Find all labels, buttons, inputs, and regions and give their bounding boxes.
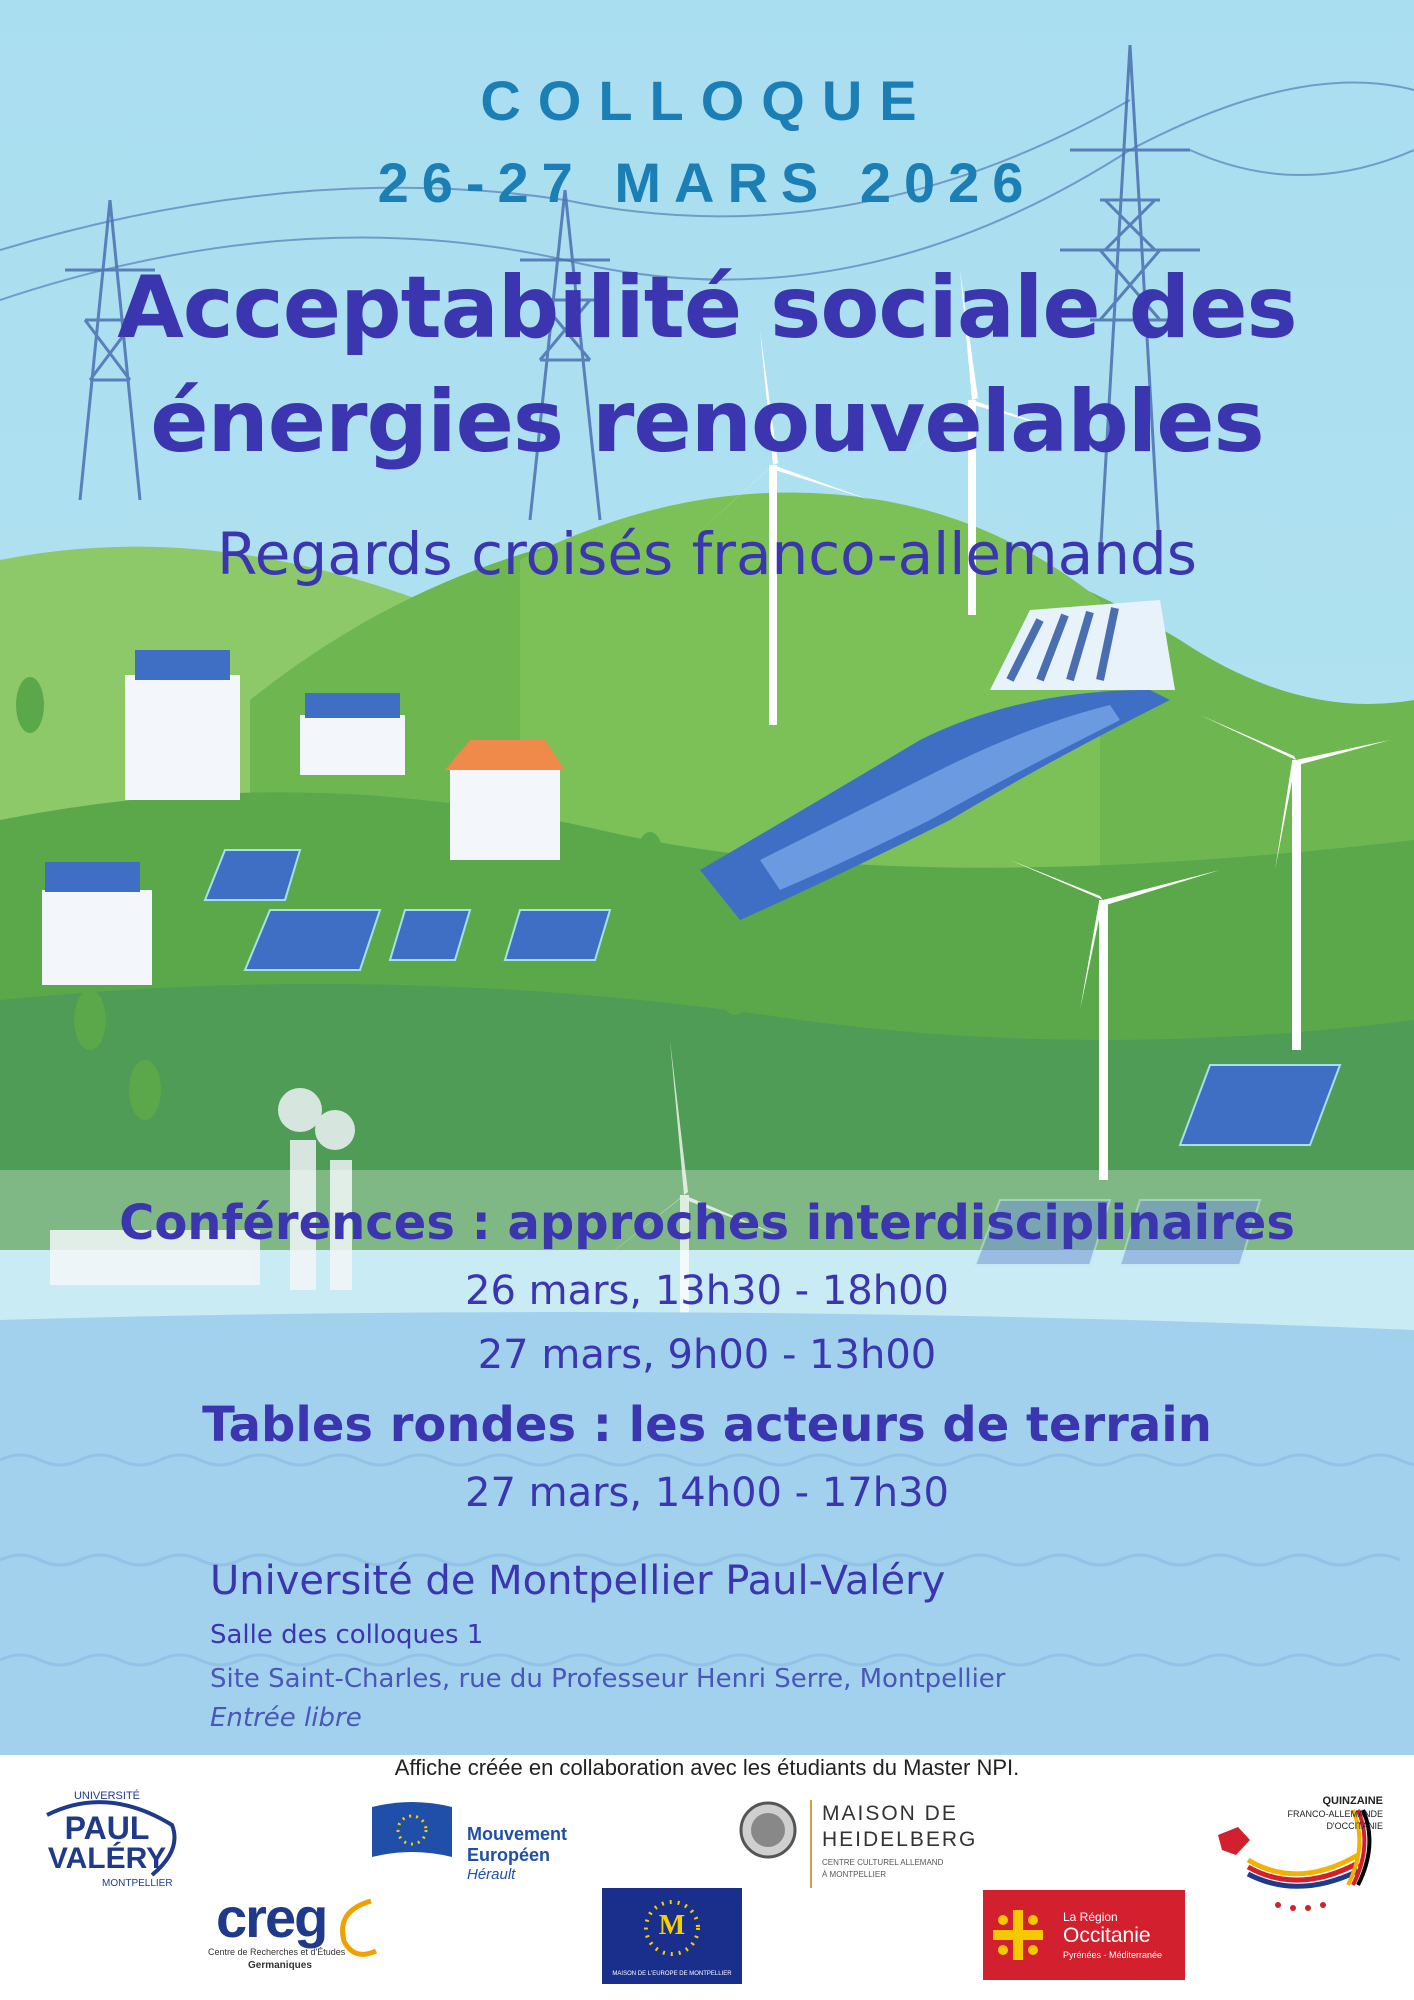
- quinzaine-line2: FRANCO-ALLEMANDE: [1287, 1809, 1383, 1819]
- venue-address: Site Saint-Charles, rue du Professeur Henri Serre, Montpellier: [210, 1664, 1006, 1694]
- heidelberg-line1: MAISON DE: [822, 1802, 958, 1825]
- occitan-cross-icon: [983, 1890, 1053, 1980]
- upv-top-label: UNIVERSITÉ: [73, 1790, 140, 1802]
- maison-de-heidelberg-logo: [738, 1800, 1008, 1890]
- venue-room: Salle des colloques 1: [210, 1620, 484, 1650]
- poster-title-line2: énergies renouvelables: [150, 372, 1264, 472]
- universite-paul-valery-logo: [32, 1790, 182, 1900]
- quinzaine-franco-allemande-logo: [1208, 1795, 1383, 1920]
- conferences-slot-2: 27 mars, 9h00 - 13h00: [477, 1332, 937, 1378]
- me-line1: Mouvement: [467, 1824, 568, 1844]
- maison-europe-montpellier-logo: [602, 1888, 742, 1984]
- conferences-heading: Conférences : approches interdisciplinaires: [119, 1195, 1295, 1251]
- poster-credit: Affiche créée en collaboration avec les étudiants du Master NPI.: [394, 1755, 1020, 1780]
- me-line2: Européen: [467, 1845, 551, 1865]
- creg-mark: creg: [216, 1886, 327, 1949]
- heidelberg-line2: HEIDELBERG: [822, 1828, 978, 1851]
- quinzaine-line1: QUINZAINE: [1322, 1795, 1383, 1807]
- occ-line2: Occitanie: [1063, 1924, 1151, 1947]
- creg-logo: [208, 1885, 383, 1980]
- region-occitanie-logo: [983, 1890, 1185, 1980]
- house-icon: [42, 862, 152, 985]
- mem-letter: M: [658, 1910, 686, 1941]
- venue-entry: Entrée libre: [210, 1703, 362, 1733]
- tables-rondes-heading: Tables rondes : les acteurs de terrain: [202, 1397, 1212, 1453]
- mem-caption: MAISON DE L'EUROPE DE MONTPELLIER: [612, 1971, 732, 1977]
- house-icon: [125, 650, 240, 800]
- upv-paul: PAUL: [64, 1810, 150, 1846]
- house-icon: [300, 693, 405, 775]
- poster-title-line1: Acceptabilité sociale des: [117, 258, 1297, 358]
- venue-university: Université de Montpellier Paul-Valéry: [210, 1558, 946, 1604]
- poster-subtitle: Regards croisés franco-allemands: [217, 520, 1197, 588]
- creg-line2: Germaniques: [248, 1960, 312, 1971]
- conferences-slot-1: 26 mars, 13h30 - 18h00: [465, 1268, 949, 1314]
- tables-rondes-slot: 27 mars, 14h00 - 17h30: [465, 1470, 949, 1516]
- event-type: COLLOQUE: [480, 69, 934, 132]
- heidelberg-line4: À MONTPELLIER: [822, 1870, 887, 1879]
- upv-valery: VALÉRY: [47, 1842, 167, 1875]
- occ-line3: Pyrénées - Méditerranée: [1063, 1950, 1163, 1960]
- upv-city: MONTPELLIER: [102, 1878, 173, 1889]
- quinzaine-line3: D'OCCITANIE: [1326, 1821, 1383, 1831]
- creg-line1: Centre de Recherches et d'Études: [208, 1947, 346, 1957]
- eu-flag-icon: [372, 1802, 452, 1862]
- heidelberg-divider: [810, 1800, 812, 1888]
- heidelberg-seal-icon: [738, 1800, 798, 1860]
- mouvement-europeen-logo: [372, 1802, 602, 1882]
- me-line3: Hérault: [467, 1866, 516, 1883]
- heidelberg-line3: CENTRE CULTUREL ALLEMAND: [822, 1858, 944, 1867]
- house-icon: [445, 740, 565, 860]
- event-dates: 26-27 MARS 2026: [377, 151, 1037, 214]
- occ-line1: La Région: [1063, 1910, 1118, 1924]
